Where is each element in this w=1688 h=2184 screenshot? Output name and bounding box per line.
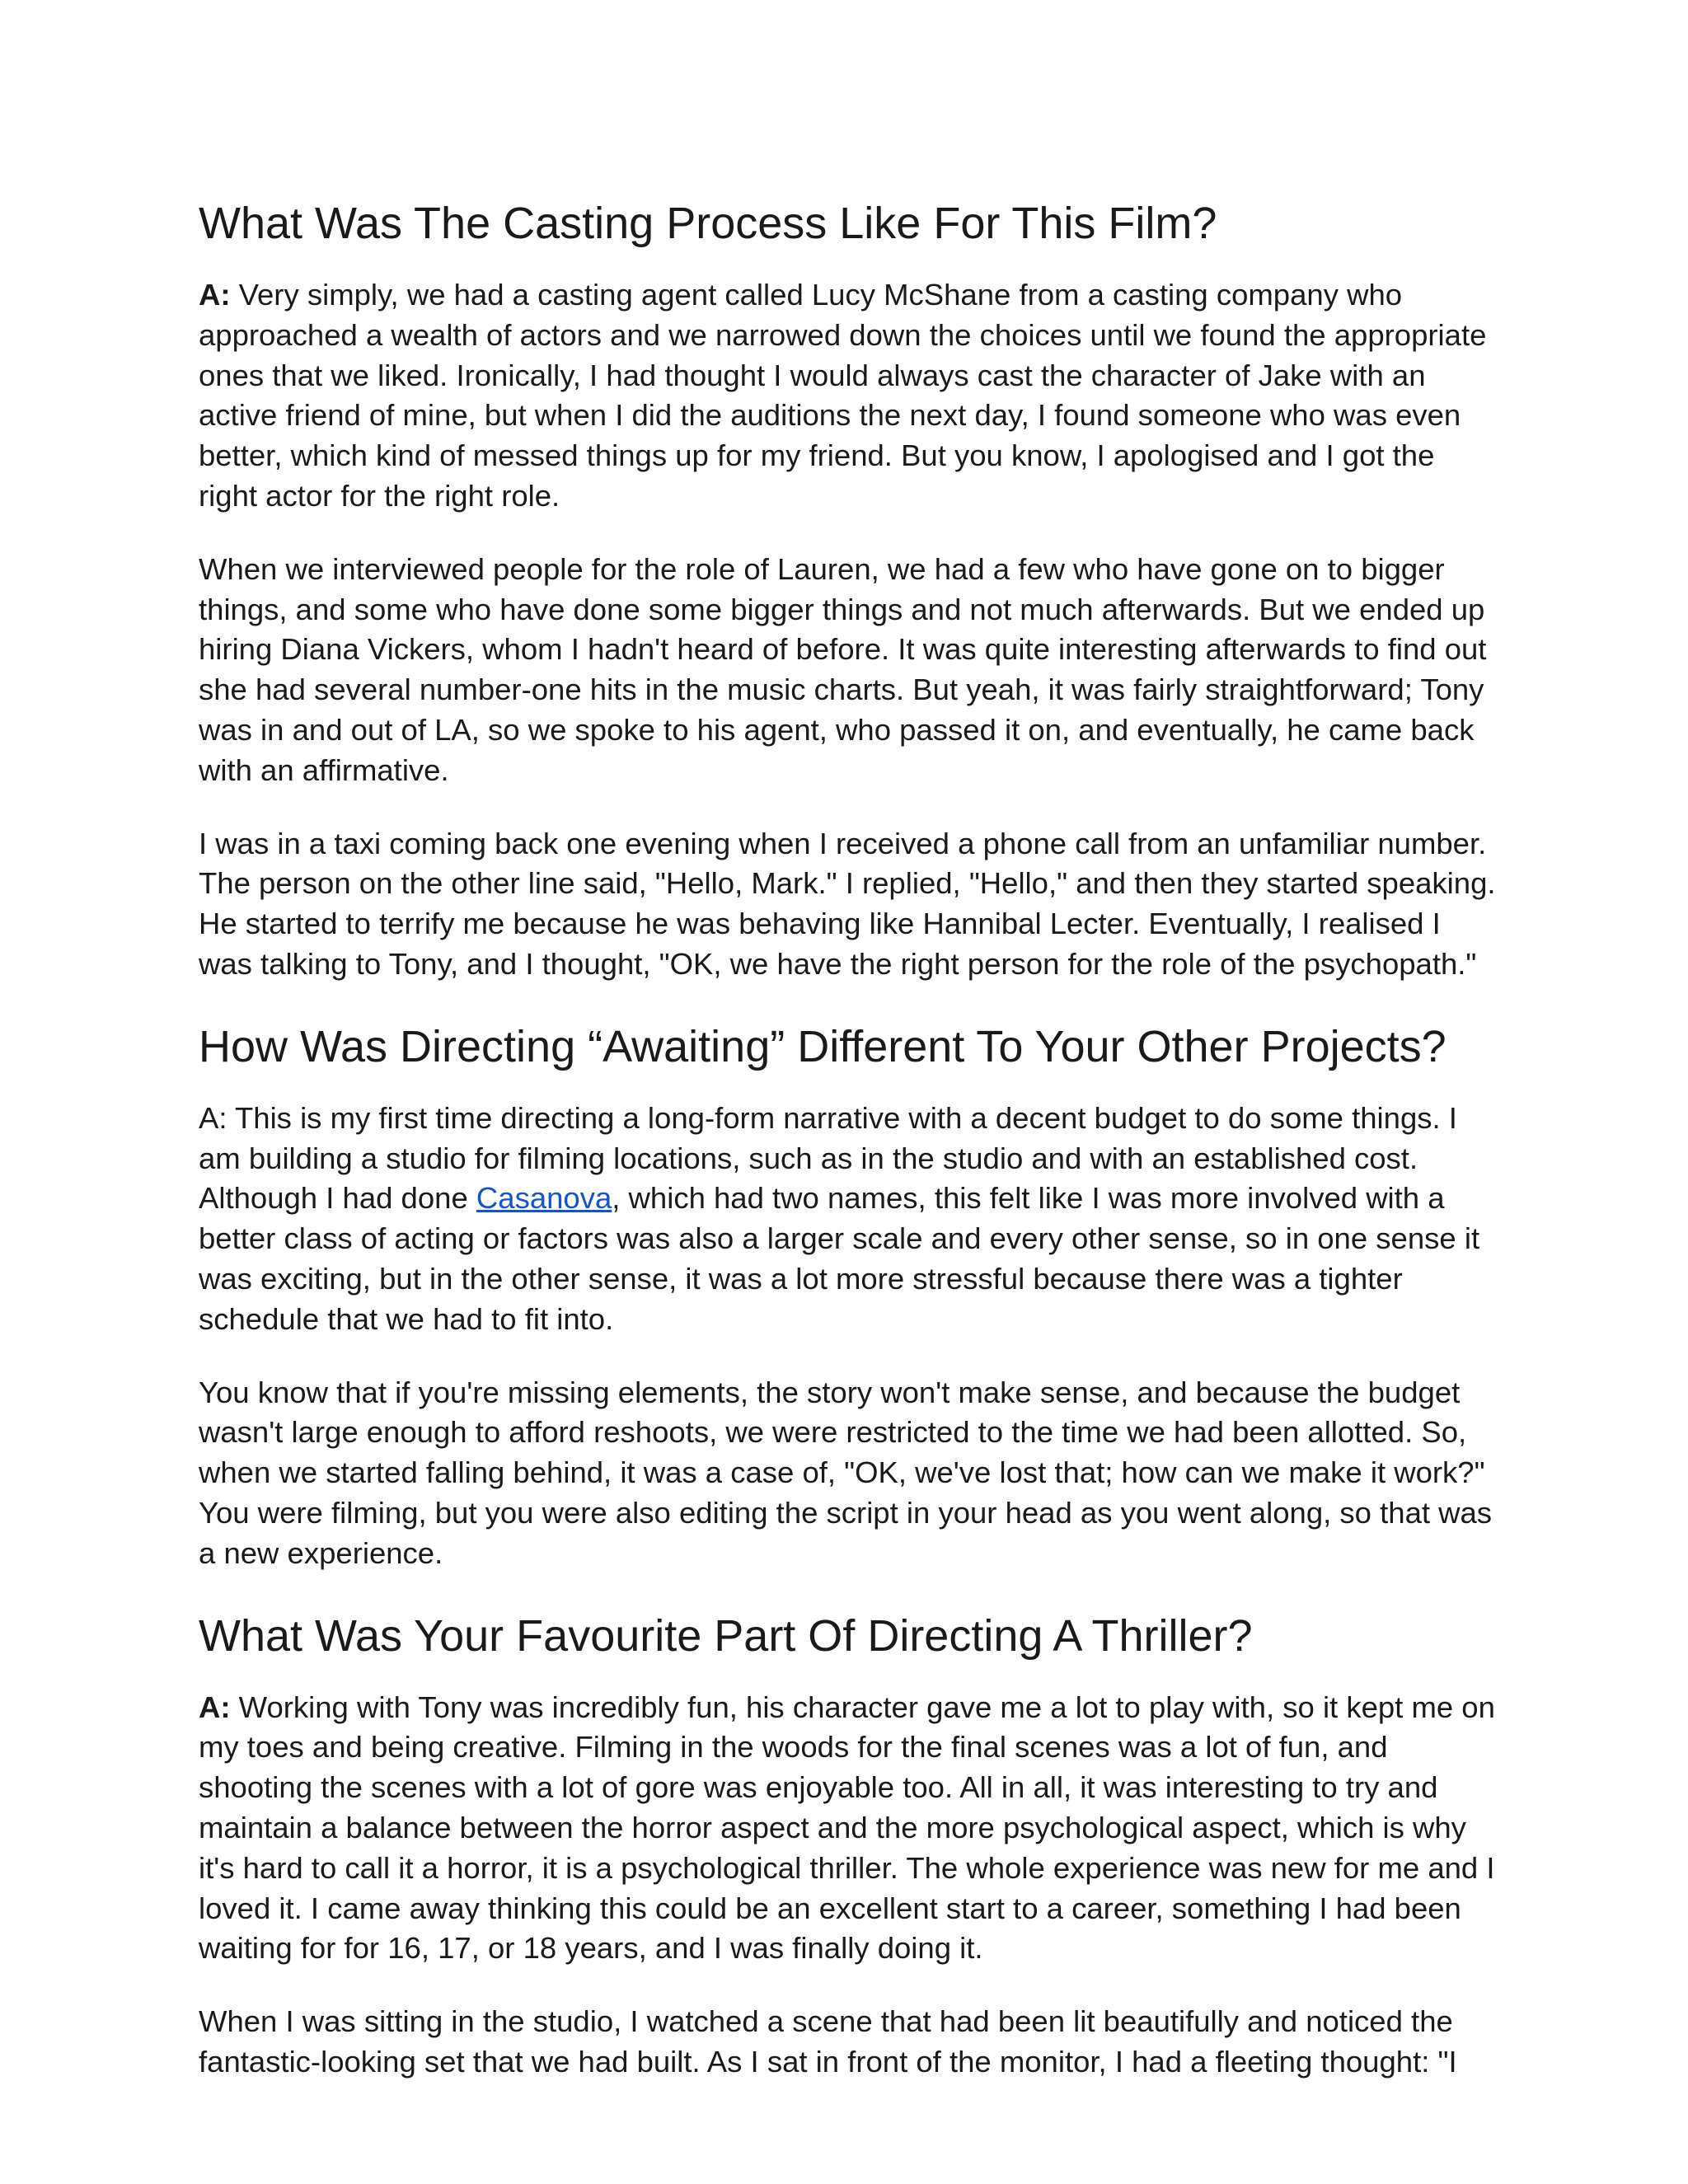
paragraph-directing-answer — [199, 1099, 1497, 1340]
answer-label: A: — [199, 1690, 231, 1724]
paragraph-taxi-call: I was in a taxi coming back one evening when I received a phone call from an unfamiliar number. The person on the other line said, "Hello, Mark." I replied, "Hello," and then they started speaking. He started to terrify me because he was behaving like Hannibal Lecter. Eventually, I realised I was talking to Tony, and I thought, "OK, we have the right person for the role of the psychopath." — [199, 826, 1496, 981]
paragraph-text: A: This is my first time directing a long-form narrative with a decent budget to do some things. I am building a studio for filming locations, such as in the studio and with an established cost. Although I had done — [199, 1100, 1457, 1216]
answer-label: A: — [199, 278, 231, 312]
document-body — [199, 194, 1497, 2116]
paragraph-text: Very simply, we had a casting agent called Lucy McShane from a casting company who approached a wealth of actors and we narrowed down the choices until we found the appropriate ones that we liked. Ironically, I had thought I would always cast the character of Jake with an active friend of mine, but when I did the auditions the next day, I found someone who was even better, which kind of messed things up for my friend. But you know, I apologised and I got the right actor for the right role. — [199, 278, 1487, 513]
paragraph-missing-elements: You know that if you're missing elements, the story won't make sense, and because the budget wasn't large enough to afford reshoots, we were restricted to the time we had been allotted. So, when we started falling behind, it was a case of, "OK, we've lost that; how can we make it work?" You were filming, but you were also editing the script in your head as you went along, so that was a new experience. — [199, 1375, 1493, 1570]
paragraph-lauren-role: When we interviewed people for the role of Lauren, we had a few who have gone on to bigger things, and some who have done some bigger things and not much afterwards. But we ended up hiring Diana Vickers, whom I hadn't heard of before. It was quite interesting afterwards to find out she had several number-one hits in the music charts. But yeah, it was fairly straightforward; Tony was in and out of LA, so we spoke to his agent, who passed it on, and eventually, he came back with an affirmative. — [199, 551, 1487, 787]
heading-directing-awaiting: How Was Directing “Awaiting” Different To Your Other Projects? — [199, 1021, 1447, 1071]
paragraph-text: Working with Tony was incredibly fun, his character gave me a lot to play with, so it kept me on my toes and being creative. Filming in the woods for the final scenes was a lot of fun, and shooting the scenes with a lot of gore was enjoyable too. All in all, it was interesting to try and maintain a balance between the horror aspect and the more psychological aspect, which is why it's hard to call it a horror, it is a psychological thriller. The whole experience was new for me and I loved it. I came away thinking this could be an excellent start to a career, something I had been waiting for for 16, 17, or 18 years, and I was finally doing it. — [199, 1690, 1495, 1966]
heading-casting-process: What Was The Casting Process Like For This Film? — [199, 199, 1217, 248]
paragraph-studio-scene: When I was sitting in the studio, I watched a scene that had been lit beautifully and noticed the fantastic-looking set that we had built. As I sat in front of the monitor, I had a fleeting thought: "I — [199, 2004, 1457, 2079]
paragraph-favourite-answer — [199, 1688, 1497, 1970]
paragraph-casting-answer — [199, 275, 1497, 517]
casanova-link[interactable]: Casanova — [476, 1181, 612, 1216]
heading-favourite-part: What Was Your Favourite Part Of Directing A Thriller? — [199, 1610, 1253, 1661]
paragraph-text: , which had two names, this felt like I was more involved with a better class of acting or factors was also a larger scale and every other sense, so in one sense it was exciting, but in the other sense, it was a lot more stressful because there was a tighter schedule that we had to fit into. — [199, 1181, 1480, 1336]
